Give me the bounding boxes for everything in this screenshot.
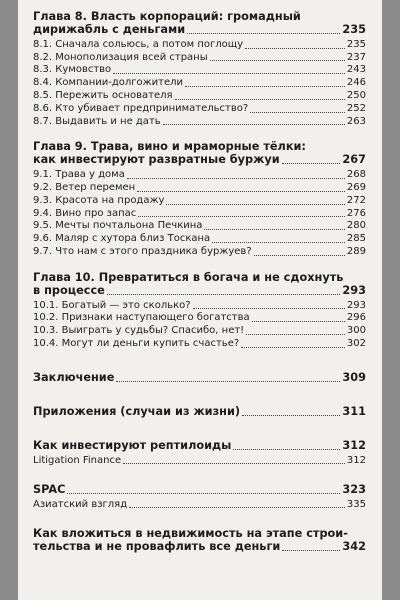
toc-reptiloids [33,439,366,467]
page-number: 235 [342,23,366,36]
toc-entry[interactable]: 8.1. Сначала сольюсь, а потом поглощу 235 [33,38,366,50]
book-page [18,0,382,600]
toc-entry[interactable]: 8.7. Выдавить и не дать 263 [33,115,366,127]
toc-appendices[interactable]: Приложения (случаи из жизни) 311 [33,404,366,418]
toc-entry[interactable]: 10.3. Выиграть у судьбы? Спасибо, нет! 300 [33,325,366,337]
page-number: 267 [342,153,366,167]
toc-entry[interactable]: Litigation Finance 312 [33,454,366,466]
toc-entry[interactable]: Азиатский взгляд 335 [33,498,366,510]
table-of-contents [33,10,366,556]
toc-entry[interactable]: Как инвестируют рептилоиды 312 [33,438,366,452]
chapter-title-line1: Глава 9. Трава, вино и мраморные тёлки: [33,140,306,154]
toc-entry[interactable]: 8.3. Кумовство 243 [33,64,366,76]
chapter-title-line2: дирижабль с деньгами [33,23,186,36]
chapter-9 [33,140,366,258]
toc-entry[interactable]: 8.6. Кто убивает предпринимательство? 252 [33,102,366,114]
toc-realestate[interactable]: Как вложиться в недвижимость на этапе строи- тельства и не провафлить все деньги 342 [33,526,366,553]
chapter-title-line2: в процессе [33,283,105,297]
chapter-title-line1: Глава 10. Превратиться в богача и не сдохнуть [33,270,344,284]
toc-entry[interactable]: 9.3. Красота на продажу 272 [33,194,366,206]
toc-entry[interactable]: 9.1. Трава у дома 268 [33,169,366,181]
toc-spac [33,483,366,511]
page-number: 293 [342,283,366,297]
chapter-8 [33,10,366,128]
leader-dots [282,163,341,164]
chapter-8-heading[interactable] [33,10,366,37]
toc-entry[interactable]: 10.4. Могут ли деньги купить счастье? 302 [33,337,366,349]
chapter-9-heading[interactable] [33,140,366,167]
toc-entry[interactable]: 8.2. Монополизация всей страны 237 [33,51,366,63]
toc-entry[interactable]: 9.2. Ветер перемен 269 [33,181,366,193]
leader-dots [107,294,341,295]
toc-entry[interactable]: SPAC 323 [33,482,366,496]
chapter-title-line1: Глава 8. Власть корпораций: громадный [33,10,301,23]
chapter-10-heading[interactable] [33,271,366,298]
toc-entry[interactable]: 8.5. Пережить основателя 250 [33,89,366,101]
toc-entry[interactable]: 8.4. Компании-долгожители 246 [33,77,366,89]
toc-entry[interactable]: 10.2. Признаки наступающего богатства 296 [33,312,366,324]
toc-entry[interactable]: 9.6. Маляр с хутора близ Тоскана 285 [33,233,366,245]
toc-entry[interactable]: 9.4. Вино про запас 276 [33,207,366,219]
chapter-10 [33,271,366,351]
toc-entry[interactable]: 9.5. Мечты почтальона Печкина 280 [33,220,366,232]
toc-entry[interactable]: 10.1. Богатый — это сколько? 293 [33,299,366,311]
toc-entry[interactable]: 9.7. Что нам с этого праздника буржуев? 289 [33,245,366,257]
leader-dots [187,33,340,34]
chapter-title-line2: как инвестируют развратные буржуи [33,153,280,167]
toc-conclusion[interactable]: Заключение 309 [33,370,366,384]
